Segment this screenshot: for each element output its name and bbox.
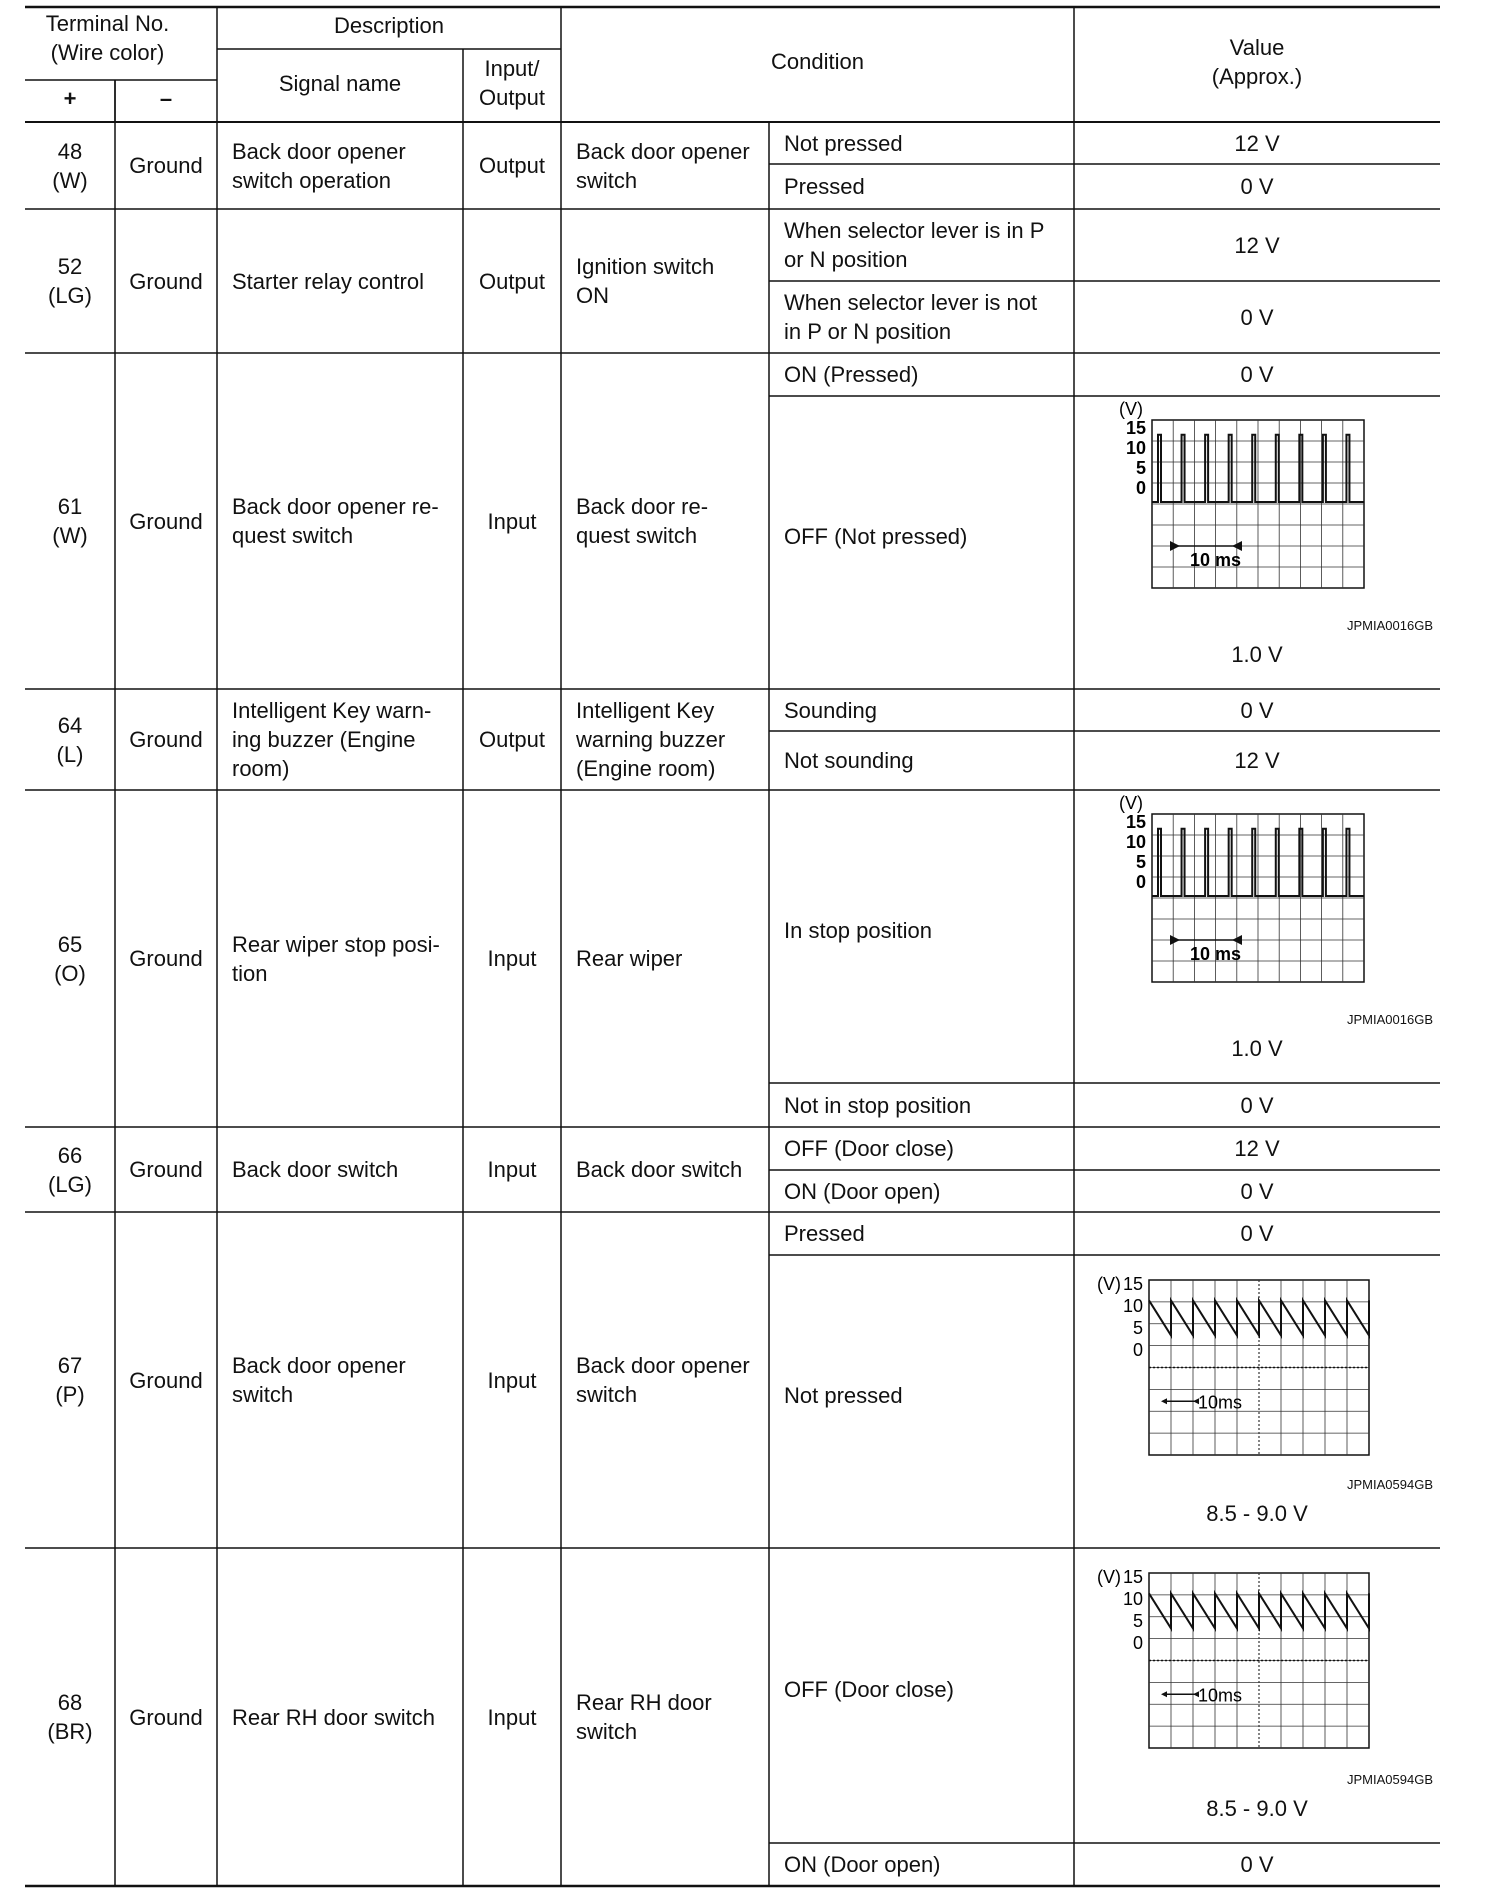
signal-name: Rear RH door switch: [232, 1704, 435, 1730]
figure-id-caption: JPMIA0016GB: [1347, 1012, 1433, 1027]
y-tick-label: 0: [1132, 1340, 1143, 1360]
value-text: 0 V: [1240, 174, 1274, 199]
header-description: Description: [333, 13, 445, 38]
y-tick-label: 15: [1125, 812, 1146, 832]
value-text: 12 V: [1234, 1136, 1280, 1161]
signal-name: Starter relay control: [232, 268, 424, 294]
header-signal-name: Signal name: [278, 71, 402, 96]
ground-terminal: Ground: [129, 727, 203, 752]
signal-name: Back door opener switch operation: [232, 138, 406, 193]
condition-main: Rear wiper: [576, 946, 683, 971]
condition-main: Rear RH door switch: [576, 1690, 712, 1744]
condition-detail: ON (Pressed): [784, 362, 919, 387]
condition-detail: Not sounding: [784, 748, 914, 773]
condition-detail: Not pressed: [784, 1383, 903, 1408]
value-text: 0 V: [1240, 1092, 1274, 1118]
y-tick-label: 0: [1135, 478, 1146, 498]
value-text: 12 V: [1234, 130, 1280, 156]
time-marker-arrow: [1170, 935, 1180, 945]
value-text: 0 V: [1240, 362, 1274, 387]
header-value: Value (Approx.): [1211, 35, 1303, 89]
input-output: Input: [487, 1157, 537, 1182]
value-text: 0 V: [1240, 1852, 1274, 1877]
value-text: 1.0 V: [1231, 1036, 1283, 1061]
y-tick-label: 10: [1122, 1589, 1143, 1609]
header-plus: +: [63, 86, 77, 111]
value-text: 12 V: [1234, 232, 1280, 258]
condition-detail: Pressed: [784, 174, 865, 199]
figure-id-caption: JPMIA0594GB: [1347, 1772, 1433, 1787]
condition-main: Intelligent Key warning buzzer (Engine room): [576, 698, 726, 781]
condition-detail: Sounding: [784, 697, 877, 723]
y-tick-label: 15: [1122, 1567, 1143, 1587]
input-output: Input: [487, 1704, 537, 1730]
y-unit-label: (V): [1119, 793, 1143, 813]
value-text: 1.0 V: [1231, 642, 1283, 667]
y-unit-label: (V): [1097, 1274, 1121, 1294]
condition-detail: In stop position: [784, 918, 932, 943]
signal-name: Rear wiper stop posi- tion: [232, 931, 440, 986]
terminal-number: 61 (W): [52, 494, 88, 548]
value-text: 8.5 - 9.0 V: [1206, 1796, 1308, 1821]
figure-id-caption: JPMIA0594GB: [1347, 1477, 1433, 1492]
terminal-number: 66 (LG): [48, 1142, 92, 1197]
y-unit-label: (V): [1119, 399, 1143, 419]
time-scale-label: 10 ms: [1190, 550, 1242, 570]
ground-terminal: Ground: [129, 153, 203, 178]
header-minus: –: [159, 86, 173, 111]
waveform-figure: [1074, 1548, 1440, 1843]
input-output: Input: [487, 1367, 537, 1393]
time-scale-label: 10 ms: [1190, 944, 1242, 964]
condition-main: Ignition switch ON: [576, 254, 715, 308]
terminal-number: 65 (O): [54, 931, 86, 986]
y-tick-label: 0: [1135, 872, 1146, 892]
time-scale-label: 10ms: [1198, 1685, 1243, 1706]
header-terminal-no: Terminal No. (Wire color): [45, 11, 170, 65]
ground-terminal: Ground: [129, 1367, 203, 1393]
input-output: Output: [478, 153, 546, 178]
header-condition: Condition: [771, 49, 864, 74]
condition-detail: OFF (Door close): [784, 1677, 954, 1702]
time-scale-label: 10ms: [1198, 1392, 1243, 1413]
condition-detail: When selector lever is not in P or N position: [784, 290, 1038, 344]
condition-detail: OFF (Not pressed): [784, 524, 968, 549]
ground-terminal: Ground: [129, 946, 203, 971]
value-text: 0 V: [1240, 1178, 1274, 1204]
y-tick-label: 5: [1135, 458, 1146, 478]
signal-name: Back door opener switch: [232, 1353, 406, 1407]
y-tick-label: 10: [1125, 438, 1146, 458]
condition-detail: OFF (Door close): [784, 1136, 954, 1161]
input-output: Output: [478, 268, 546, 294]
header-input-output: Input/ Output: [478, 56, 546, 110]
value-text: 0 V: [1240, 304, 1274, 330]
ground-terminal: Ground: [129, 1704, 203, 1730]
ground-terminal: Ground: [129, 508, 203, 534]
y-tick-label: 5: [1132, 1611, 1143, 1631]
signal-name: Back door opener re- quest switch: [232, 494, 439, 548]
waveform-figure: [1074, 790, 1440, 1083]
figure-id-caption: JPMIA0016GB: [1347, 618, 1433, 633]
ground-terminal: Ground: [129, 268, 203, 294]
condition-main: Back door switch: [576, 1157, 743, 1182]
value-text: 12 V: [1234, 748, 1280, 773]
condition-detail: ON (Door open): [784, 1852, 941, 1877]
y-tick-label: 10: [1125, 832, 1146, 852]
signal-trace: [1149, 1593, 1369, 1628]
waveform-figure: [1074, 396, 1440, 689]
signal-trace: [1149, 1300, 1369, 1335]
condition-detail: Not pressed: [784, 130, 903, 156]
condition-detail: Pressed: [784, 1221, 865, 1246]
terminal-number: 68 (BR): [47, 1690, 93, 1744]
time-marker-arrow: [1161, 1398, 1167, 1404]
terminal-number: 64 (L): [56, 712, 84, 767]
y-tick-label: 15: [1125, 418, 1146, 438]
time-marker-arrow: [1170, 541, 1180, 551]
terminal-number: 48 (W): [52, 138, 88, 193]
condition-detail: ON (Door open): [784, 1178, 941, 1204]
value-text: 0 V: [1240, 697, 1274, 723]
value-text: 8.5 - 9.0 V: [1206, 1501, 1308, 1526]
y-tick-label: 15: [1122, 1274, 1143, 1294]
terminal-number: 67 (P): [55, 1353, 85, 1407]
condition-main: Back door opener switch: [576, 1353, 750, 1407]
input-output: Output: [478, 727, 546, 752]
signal-name: Back door switch: [232, 1157, 399, 1182]
time-marker-arrow: [1161, 1691, 1167, 1697]
ground-terminal: Ground: [129, 1157, 203, 1182]
condition-main: Back door opener switch: [576, 138, 750, 193]
condition-detail: Not in stop position: [784, 1092, 972, 1118]
signal-name: Intelligent Key warn- ing buzzer (Engine room): [232, 698, 432, 781]
terminal-number: 52 (LG): [48, 254, 92, 308]
input-output: Input: [487, 508, 537, 534]
y-tick-label: 5: [1135, 852, 1146, 872]
y-unit-label: (V): [1097, 1567, 1121, 1587]
value-text: 0 V: [1240, 1221, 1274, 1246]
y-tick-label: 10: [1122, 1296, 1143, 1316]
input-output: Input: [487, 946, 537, 971]
y-tick-label: 0: [1132, 1633, 1143, 1653]
condition-detail: When selector lever is in P or N position: [784, 218, 1045, 272]
waveform-figure: [1074, 1255, 1440, 1548]
condition-main: Back door re- quest switch: [576, 494, 709, 548]
y-tick-label: 5: [1132, 1318, 1143, 1338]
